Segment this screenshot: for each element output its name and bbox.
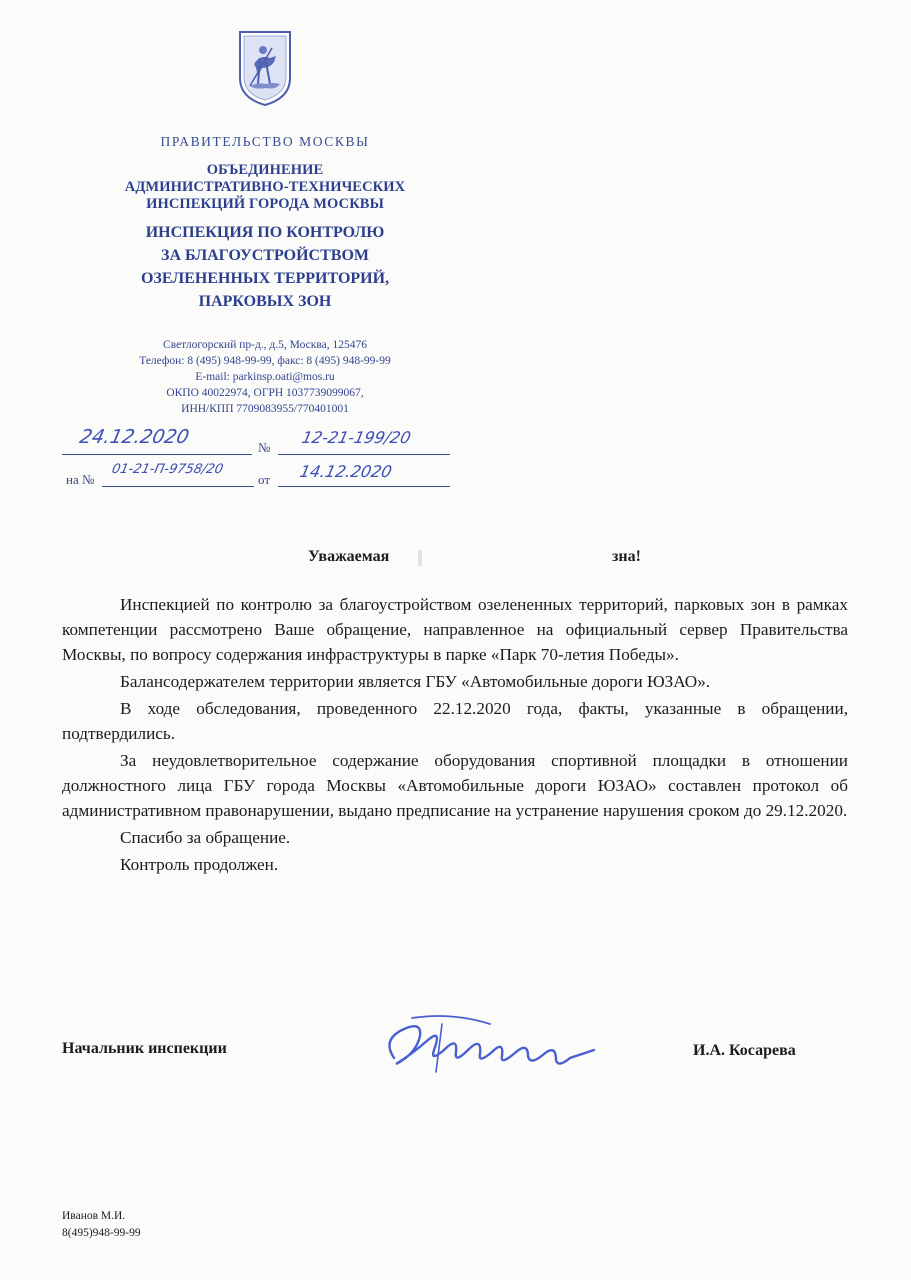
inspection-name: ИНСПЕКЦИЯ ПО КОНТРОЛЮ ЗА БЛАГОУСТРОЙСТВОМ ОЗЕЛЕНЕННЫХ ТЕРРИТОРИЙ, ПАРКОВЫХ ЗОН	[140, 224, 390, 310]
ref-number: 01-21-П-9758/20	[110, 462, 225, 477]
paragraph: Инспекцией по контролю за благоустройством озелененных территорий, парковых зон в рамках компетенции рассмотрено Ваше обращение, направленное на официальный сервер Правительства Москвы, по вопросу содержания инфраструктуры в парке «Парк 70-летия Победы».	[62, 595, 848, 664]
email: E-mail: parkinsp.oati@mos.ru	[195, 371, 335, 383]
paragraph: Спасибо за обращение.	[120, 828, 291, 847]
okpo-ogrn: ОКПО 40022974, ОГРН 1037739099067,	[166, 387, 364, 399]
salutation-end: зна!	[612, 548, 641, 565]
government-name: ПРАВИТЕЛЬСТВО МОСКВЫ	[160, 134, 370, 149]
address: Светлогорский пр-д., д.5, Москва, 125476	[163, 339, 367, 351]
paragraph: В ходе обследования, проведенного 22.12.2020 года, факты, указанные в обращении, подтвердились.	[62, 699, 848, 743]
number-label: №	[258, 440, 271, 455]
letterhead	[60, 28, 470, 417]
salutation-start: Уважаемая	[308, 548, 390, 565]
contact-details	[60, 337, 470, 417]
executor-name: Иванов М.И.	[62, 1210, 126, 1222]
paragraph: Контроль продолжен.	[120, 855, 279, 874]
organization-name: ОБЪЕДИНЕНИЕ АДМИНИСТРАТИВНО-ТЕХНИЧЕСКИХ ИНСПЕКЦИЙ ГОРОДА МОСКВЫ	[124, 162, 406, 212]
redacted-name	[418, 550, 422, 566]
signer-title: Начальник инспекции	[62, 1040, 227, 1057]
letter-body	[62, 592, 848, 879]
moscow-coat-of-arms-icon	[236, 28, 294, 108]
executor-info	[62, 1208, 141, 1242]
handwritten-signature-icon	[372, 1010, 612, 1080]
paragraph: За неудовлетворительное содержание оборудования спортивной площадки в отношении должностного лица ГБУ города Москвы «Автомобильные дороги ЮЗАО» составлен протокол об административном правонарушении, выдано предписание на устранение нарушения сроком до 29.12.2020.	[62, 751, 848, 820]
executor-phone: 8(495)948-99-99	[62, 1227, 141, 1239]
registration-date: 24.12.2020	[77, 426, 192, 448]
ref-label: на №	[66, 472, 95, 487]
signer-name: И.А. Косарева	[693, 1042, 796, 1059]
ref-date: 14.12.2020	[297, 462, 394, 481]
ref-from-label: от	[258, 472, 271, 487]
phone-fax: Телефон: 8 (495) 948-99-99, факс: 8 (495) 948-99-99	[139, 355, 391, 367]
inn-kpp: ИНН/КПП 7709083955/770401001	[181, 403, 349, 415]
paragraph: Балансодержателем территории является ГБУ «Автомобильные дороги ЮЗАО».	[120, 672, 711, 691]
registration-number: 12-21-199/20	[299, 428, 413, 447]
